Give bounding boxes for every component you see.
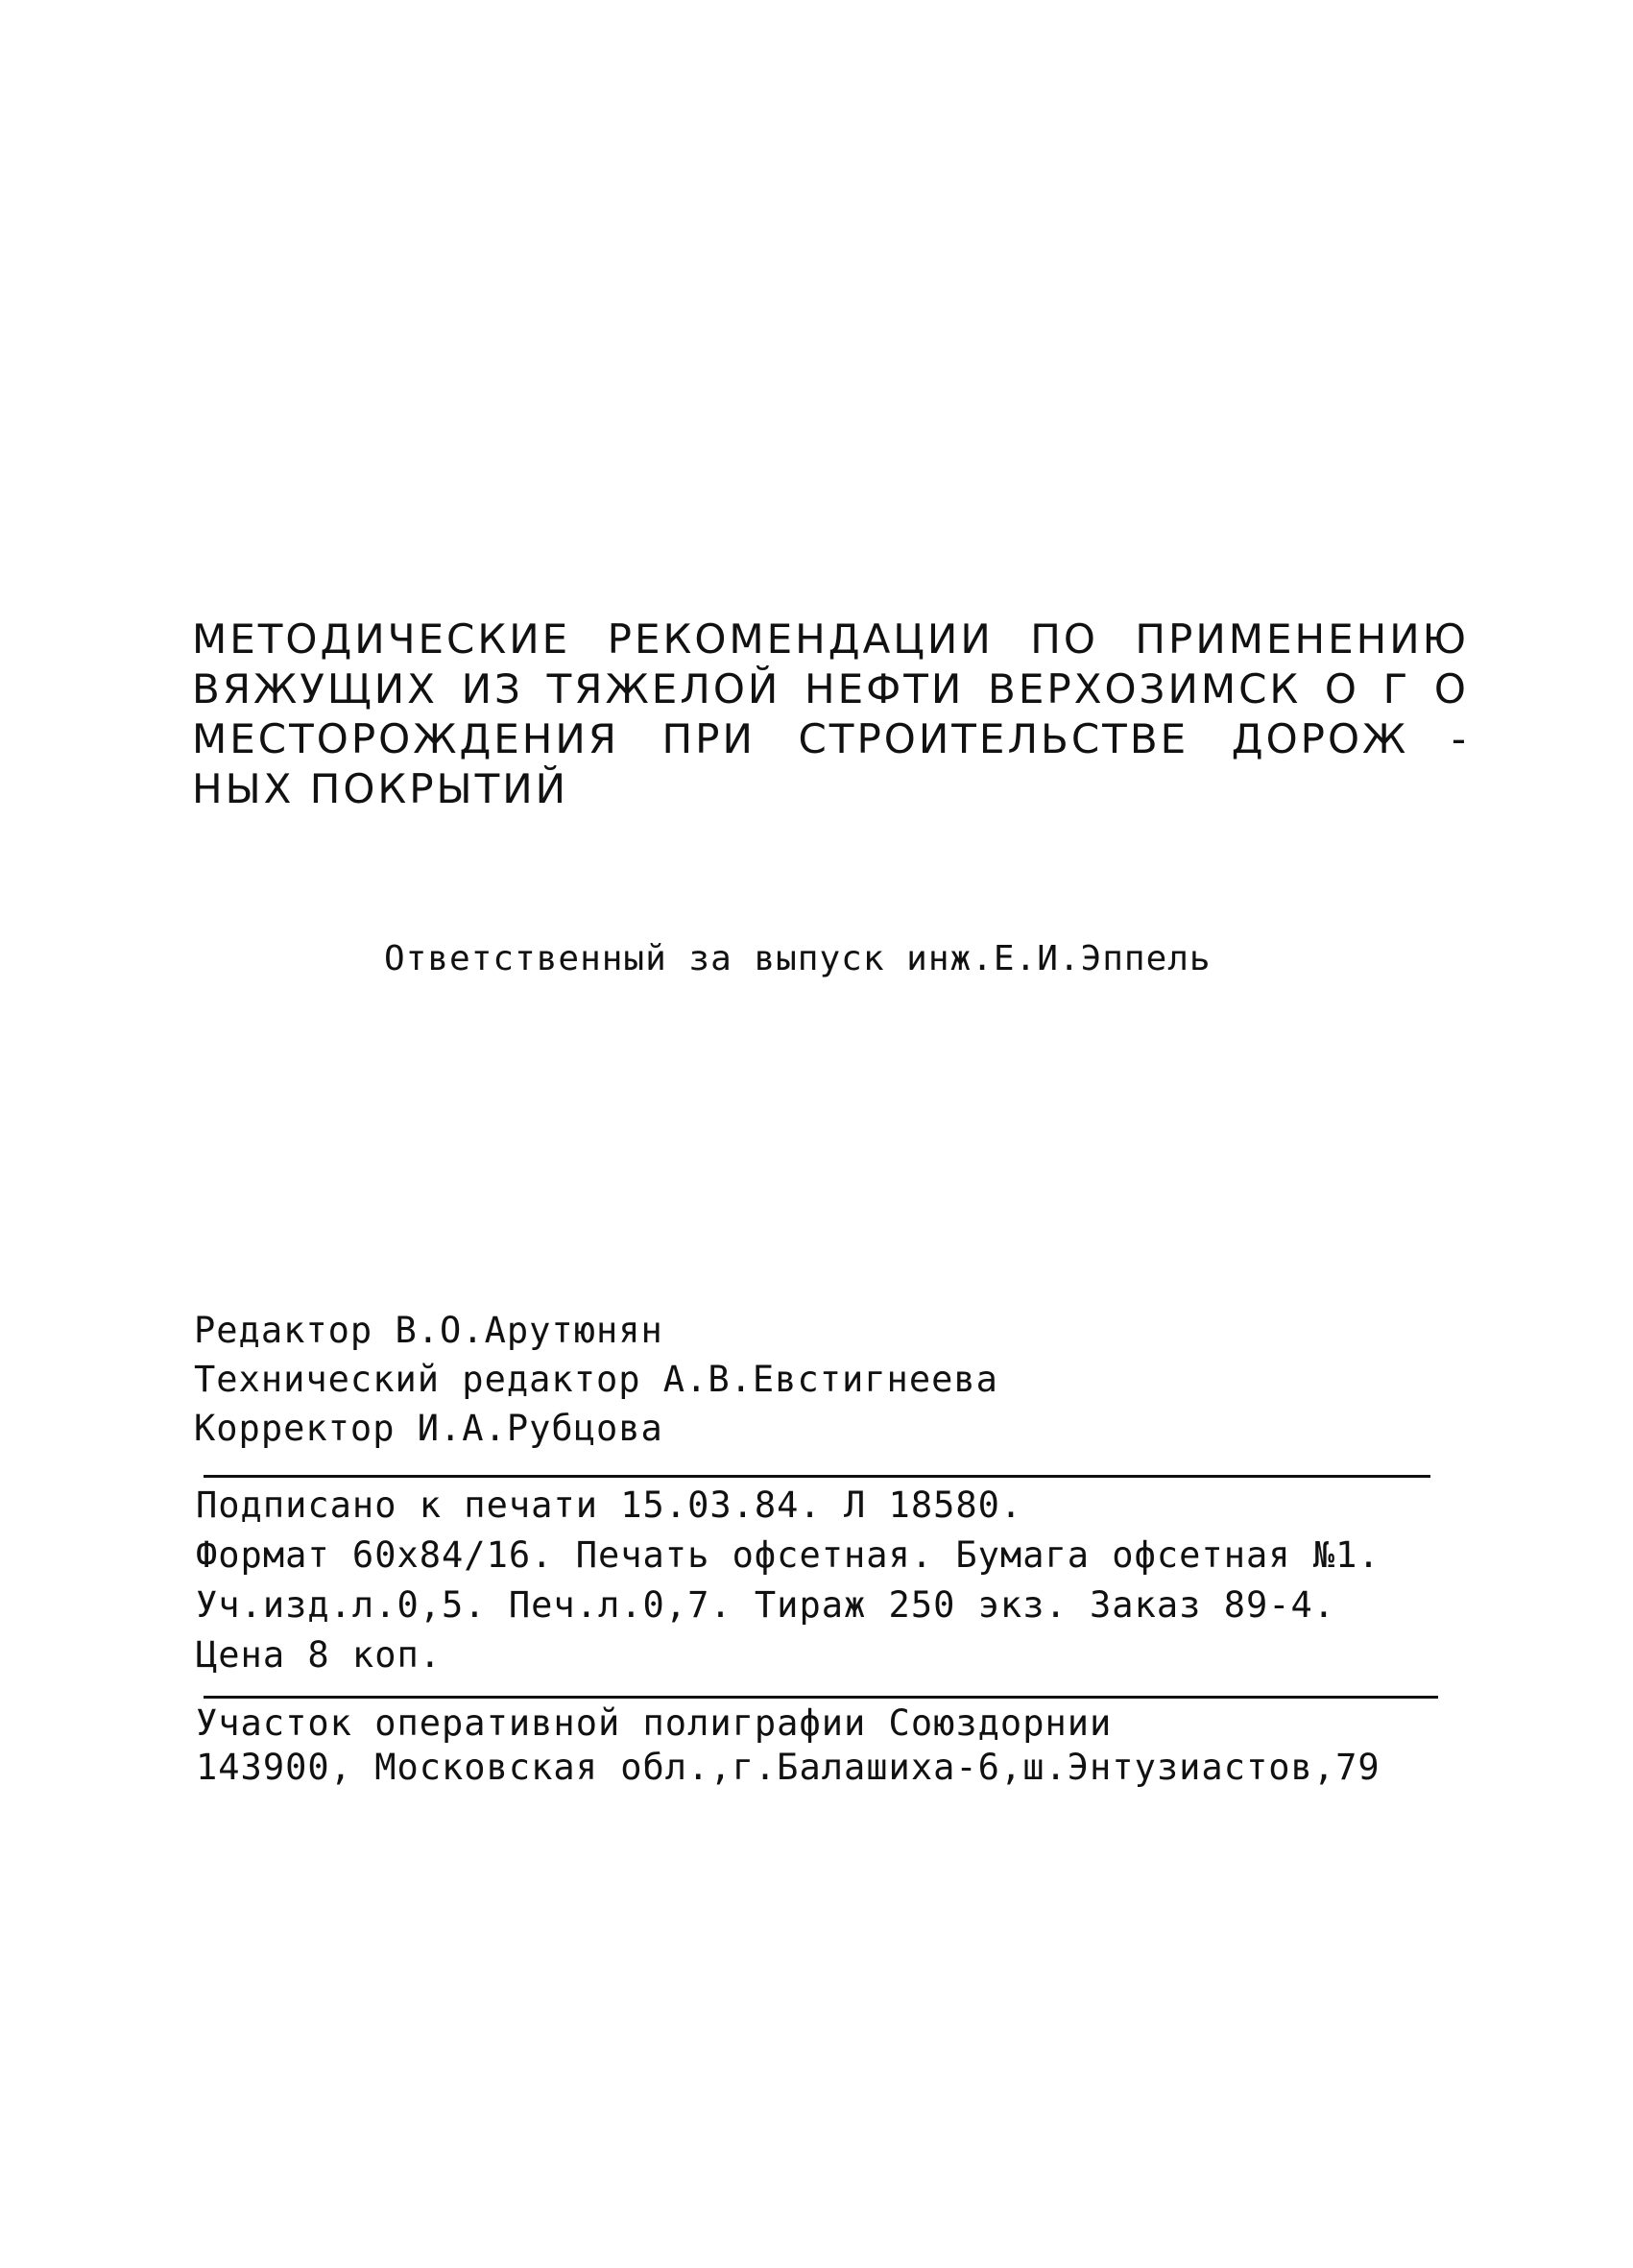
document-title: [192, 615, 1469, 814]
editor-credit: Редактор В.О.Арутюнян: [194, 1310, 663, 1351]
title-line-2: ВЯЖУЩИХ ИЗ ТЯЖЕЛОЙ НЕФТИ ВЕРХОЗИМСК О Г О: [192, 665, 1469, 712]
printer-block: [196, 1701, 1381, 1790]
imprint-price: Цена 8 коп.: [196, 1634, 443, 1676]
responsible-for-release: Ответственный за выпуск инж.Е.И.Эппель: [384, 939, 1212, 978]
divider-top: [204, 1475, 1430, 1478]
printer-address: 143900, Московская обл.,г.Балашиха-6,ш.Энтузиастов,79: [196, 1747, 1381, 1788]
title-line-4: НЫХ ПОКРЫТИЙ: [192, 765, 569, 812]
title-line-3: МЕСТОРОЖДЕНИЯ ПРИ СТРОИТЕЛЬСТВЕ ДОРОЖ -: [192, 715, 1469, 762]
staff-credits: [194, 1306, 998, 1453]
imprint-sheets: Уч.изд.л.0,5. Печ.л.0,7. Тираж 250 экз. Заказ 89-4.: [196, 1584, 1336, 1626]
imprint-signed: Подписано к печати 15.03.84. Л 18580.: [196, 1484, 1023, 1526]
imprint-format: Формат 60х84/16. Печать офсетная. Бумага офсетная №1.: [196, 1534, 1381, 1576]
title-line-1: МЕТОДИЧЕСКИЕ РЕКОМЕНДАЦИИ ПО ПРИМЕНЕНИЮ: [192, 615, 1469, 663]
printer-name: Участок оперативной полиграфии Союздорнии: [196, 1702, 1113, 1744]
tech-editor-credit: Технический редактор А.В.Евстигнеева: [194, 1359, 998, 1400]
divider-bottom: [204, 1696, 1438, 1699]
imprint-block: [196, 1481, 1381, 1680]
proofreader-credit: Корректор И.А.Рубцова: [194, 1408, 663, 1449]
